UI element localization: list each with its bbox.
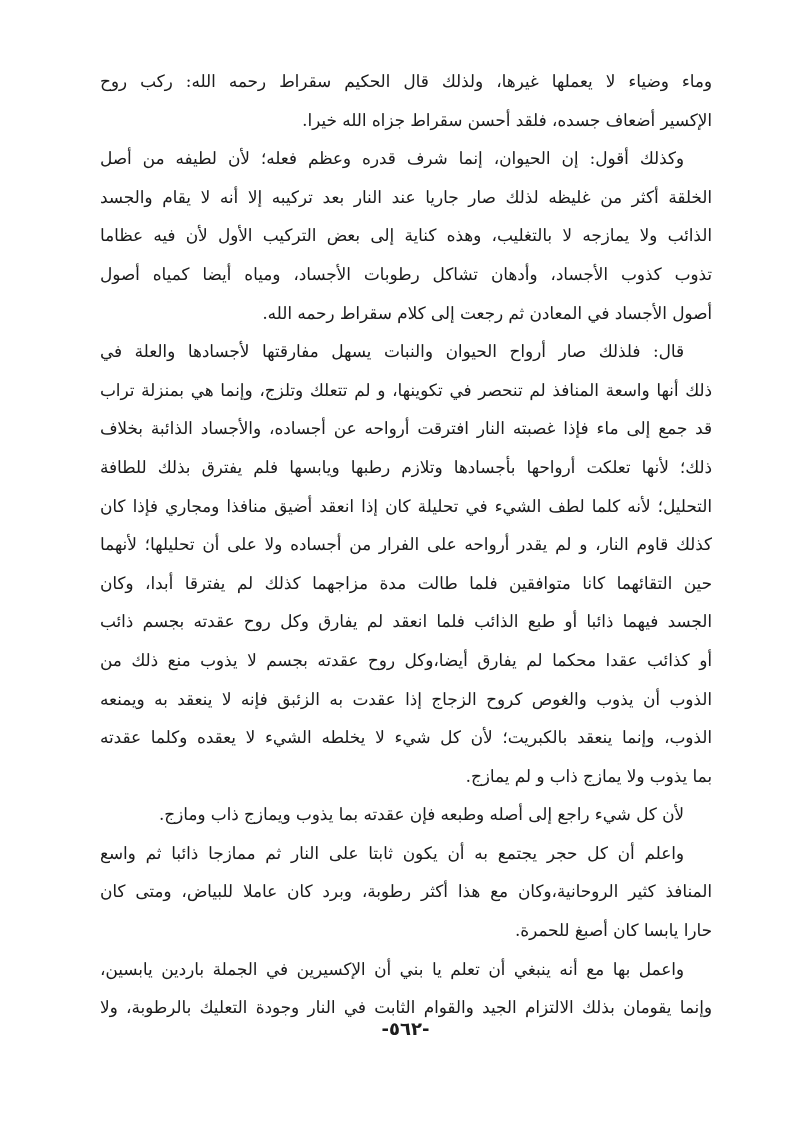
text-line: واعمل بها مع أنه ينبغي أن تعلم يا بني أن الإكسيرين في الجملة باردين يابسين، <box>100 958 684 979</box>
text-line: حارا يابسا كان أصبغ للحمرة. <box>514 920 712 941</box>
text-line: الخلقة أكثر من غليظه لذلك صار جاريا عند النار بعد تركيبه إلا أنه لا يقام والجسد <box>100 186 712 207</box>
text-line: حين التقائهما كانا متوافقين فلما طالت مدة مزاجهما كذلك لم يفترقا أبدا، وكان <box>100 572 712 593</box>
text-line: الذائب ولا يمازجه لا بالتغليب، وهذه كناية إلى بعض التركيب الأول لأن فيه عظاما <box>100 225 712 246</box>
text-line: وكذلك أقول: إن الحيوان، إنما شرف قدره وعظم فعله؛ لأن لطيفه من أصل <box>100 148 684 169</box>
text-line: التحليل؛ لأنه كلما لطف الشيء في تحليلة كان إذا انعقد أضيق منافذا ومجاري فإذا كان <box>100 495 712 516</box>
text-line: تذوب كذوب الأجساد، وأدهان تشاكل رطوبات الأجساد، ومياه أيضا كمياه أصول <box>100 263 712 284</box>
text-line: أصول الأجساد في المعادن ثم رجعت إلى كلام سقراط رحمه الله. <box>262 302 712 323</box>
text-line: ذلك أنها واسعة المنافذ لم تنحصر في تكوينها، و لم تتعلك وتلزج، وإنما هي بمنزلة تراب <box>100 379 712 400</box>
text-line: قال: فلذلك صار أرواح الحيوان والنبات يسهل مفارقتها لأجسادها والعلة في <box>100 341 684 362</box>
page-number: -٥٦٢- <box>381 1019 430 1040</box>
text-line: أو كذائب عقدا محكما لم يفارق أيضا،وكل روح عقدته بجسم لا يذوب منع ذلك من <box>100 649 712 670</box>
text-line: الجسد فيهما ذائبا أو طبع الذائب فلما انعقد لم يفارق وكل روح عقدته بجسم ذائب <box>100 611 712 632</box>
text-line: وماء وضياء لا يعملها غيرها، ولذلك قال الحكيم سقراط رحمه الله: ركب روح <box>100 71 712 91</box>
text-line: واعلم أن كل حجر يجتمع به أن يكون ثابتا على النار ثم ممازجا ذائبا ثم واسع <box>100 842 684 863</box>
text-line: الذوب، وإنما ينعقد بالكبريت؛ لأن كل شيء لا يخلطه الشيء لا يعقده وكلما عقدته <box>100 727 712 748</box>
text-line: بما يذوب ولا يمازج ذاب و لم يمازج. <box>465 765 712 786</box>
text-line: قد جمع إلى ماء فإذا غصبته النار افترقت أرواحه عن أجساده، والأجساد الذائبة بخلاف <box>100 418 712 439</box>
text-line: المنافذ كثير الروحانية،وكان مع هذا أكثر رطوبة، وبرد كان عاملا للبياض، ومتى كان <box>100 881 712 902</box>
text-line: لأن كل شيء راجع إلى أصله وطبعه فإن عقدته بما يذوب ويمازج ذاب ومازج. <box>158 804 684 825</box>
text-line: وإنما يقومان بذلك الالتزام الجيد والقوام الثابت في النار وجودة التعليك بالرطوبة، ولا <box>100 997 712 1018</box>
book-page-text <box>100 62 712 1027</box>
text-line: ذلك؛ لأنها تعلكت أرواحها بأجسادها وتلازم رطبها ويابسها فلم يفترق بذلك للطافة <box>100 456 712 477</box>
text-line: كذلك قاوم النار، و لم يقدر أرواحه على الفرار من أجساده ولا على أن تحليلها؛ لأنهما <box>100 534 712 555</box>
text-line: الإكسير أضعاف جسده، فلقد أحسن سقراط جزاه الله خيرا. <box>302 109 712 130</box>
text-line: الذوب أن يذوب والغوص كروح الزجاج إذا عقدت به الزئبق فإنه لا ينعقد به ويمنعه <box>100 688 712 709</box>
